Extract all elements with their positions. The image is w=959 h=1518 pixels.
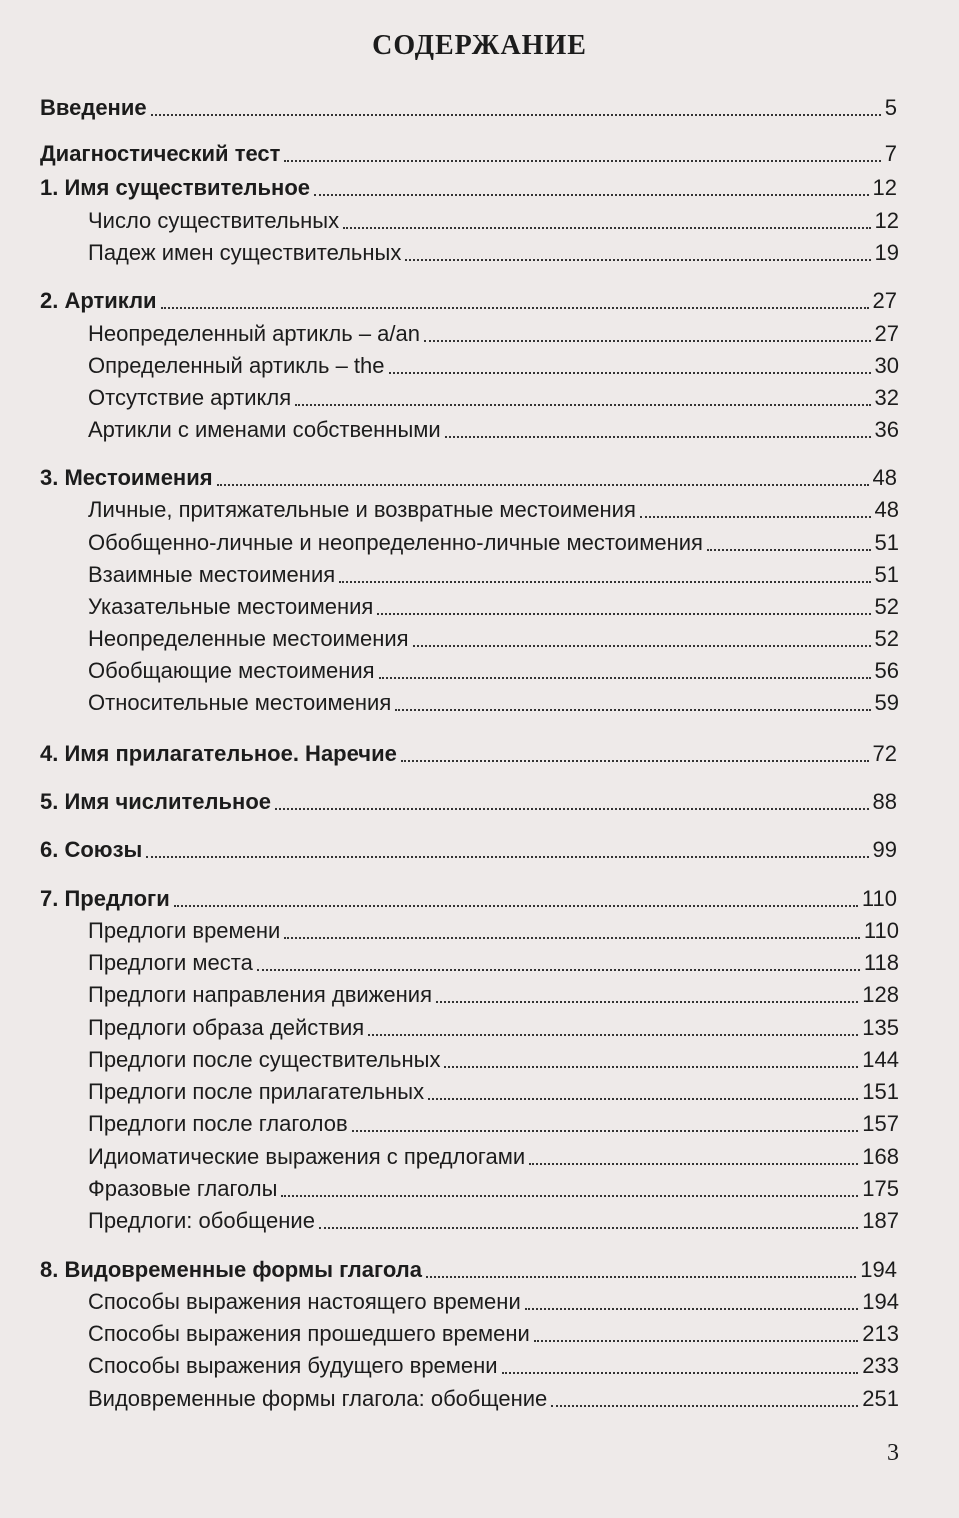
dot-leader	[319, 1227, 858, 1229]
toc-entry-page: 59	[874, 690, 899, 715]
toc-entry-page: 175	[862, 1176, 899, 1201]
dot-leader	[161, 307, 869, 309]
toc-entry-label: Определенный артикль – the	[88, 353, 385, 378]
toc-entry-label: 4. Имя прилагательное. Наречие	[40, 741, 397, 766]
toc-entry-page: 36	[874, 417, 899, 442]
toc-entry	[88, 320, 899, 348]
dot-leader	[377, 613, 870, 615]
toc-entry-label: Предлоги после существительных	[88, 1047, 441, 1072]
toc-entry	[88, 1288, 899, 1316]
dot-leader	[257, 969, 860, 971]
toc-entry-label: Обобщенно-личные и неопределенно-личные местоимения	[88, 530, 703, 555]
toc-entry-page: 110	[863, 918, 899, 943]
toc-entry-label: Взаимные местоимения	[88, 562, 336, 587]
toc-entry	[88, 1385, 899, 1413]
toc-entry-label: Предлоги направления движения	[88, 982, 432, 1007]
toc-entry-label: 7. Предлоги	[40, 886, 170, 911]
toc-entry	[40, 140, 897, 168]
toc-entry	[88, 949, 899, 977]
toc-entry-page: 12	[874, 208, 899, 233]
toc-entry	[40, 174, 897, 202]
toc-entry-label: 2. Артикли	[40, 288, 157, 313]
dot-leader	[640, 516, 871, 518]
toc-entry	[40, 836, 897, 864]
toc-entry-label: Предлоги после прилагательных	[88, 1079, 425, 1104]
dot-leader	[174, 905, 858, 907]
toc-entry-page: 48	[874, 497, 899, 522]
toc-entry-label: Предлоги места	[88, 950, 253, 975]
toc-entry	[40, 287, 897, 315]
toc-entry-page: 110	[861, 886, 897, 911]
toc-entry-page: 99	[872, 837, 897, 862]
dot-leader	[352, 1130, 859, 1132]
toc-entry-page: 19	[874, 240, 899, 265]
toc-entry-page: 72	[872, 741, 897, 766]
toc-entry-page: 52	[874, 594, 899, 619]
toc-entry-page: 251	[862, 1386, 899, 1411]
toc-entry	[88, 593, 899, 621]
toc-entry-page: 7	[884, 141, 897, 166]
toc-entry	[88, 689, 899, 717]
toc-entry-page: 27	[872, 288, 897, 313]
toc-entry-label: Отсутствие артикля	[88, 385, 292, 410]
dot-leader	[529, 1163, 858, 1165]
toc-entry	[88, 1207, 899, 1235]
toc-entry	[88, 384, 899, 412]
dot-leader	[275, 808, 869, 810]
toc-entry	[88, 496, 899, 524]
dot-leader	[428, 1098, 858, 1100]
toc-entry-label: 3. Местоимения	[40, 465, 213, 490]
toc-entry-label: 8. Видовременные формы глагола	[40, 1257, 422, 1282]
toc-entry	[40, 464, 897, 492]
toc-entry-page: 12	[872, 175, 897, 200]
toc-entry-page: 187	[862, 1208, 899, 1233]
dot-leader	[389, 372, 871, 374]
dot-leader	[284, 937, 860, 939]
toc-entry	[88, 1143, 899, 1171]
toc-entry-page: 48	[872, 465, 897, 490]
toc-entry-page: 168	[862, 1144, 899, 1169]
dot-leader	[444, 1066, 858, 1068]
dot-leader	[525, 1308, 859, 1310]
toc-entry	[88, 416, 899, 444]
toc-entry-label: Способы выражения прошедшего времени	[88, 1321, 530, 1346]
toc-entry	[88, 207, 899, 235]
dot-leader	[401, 760, 869, 762]
toc-entry-label: Видовременные формы глагола: обобщение	[88, 1386, 548, 1411]
toc-entry	[88, 1352, 899, 1380]
toc-entry	[88, 625, 899, 653]
page-number: 3	[887, 1440, 899, 1466]
toc-entry-page: 30	[874, 353, 899, 378]
toc-entry-label: Введение	[40, 95, 147, 120]
toc-entry-page: 135	[862, 1015, 899, 1040]
toc-entry-page: 51	[874, 530, 899, 555]
toc-entry-label: Идиоматические выражения с предлогами	[88, 1144, 526, 1169]
toc-entry	[88, 1110, 899, 1138]
toc-entry-label: Неопределенные местоимения	[88, 626, 409, 651]
dot-leader	[436, 1001, 858, 1003]
toc-entry-label: Способы выражения настоящего времени	[88, 1289, 521, 1314]
toc-entry	[88, 1014, 899, 1042]
dot-leader	[426, 1276, 856, 1278]
toc-entry-label: Фразовые глаголы	[88, 1176, 278, 1201]
toc-entry-label: Предлоги: обобщение	[88, 1208, 315, 1233]
toc-entry-page: 88	[872, 789, 897, 814]
toc-entry-page: 32	[874, 385, 899, 410]
toc-entry-label: Личные, притяжательные и возвратные местоимения	[88, 497, 636, 522]
toc-entry	[88, 352, 899, 380]
toc-entry-label: 6. Союзы	[40, 837, 143, 862]
page-title: СОДЕРЖАНИЕ	[372, 30, 587, 61]
dot-leader	[502, 1372, 859, 1374]
toc-entry	[88, 657, 899, 685]
toc-entry-label: Обобщающие местоимения	[88, 658, 375, 683]
toc-entry	[88, 1078, 899, 1106]
dot-leader	[445, 436, 871, 438]
toc-entry-page: 233	[862, 1353, 899, 1378]
dot-leader	[405, 259, 870, 261]
toc-entry	[40, 788, 897, 816]
toc-entry-label: Указательные местоимения	[88, 594, 374, 619]
dot-leader	[534, 1340, 858, 1342]
dot-leader	[281, 1195, 858, 1197]
toc-entry-page: 151	[862, 1079, 899, 1104]
dot-leader	[339, 581, 870, 583]
toc-entry-label: Артикли с именами собственными	[88, 417, 441, 442]
dot-leader	[379, 677, 871, 679]
toc-entry	[40, 1256, 897, 1284]
toc-entry-page: 51	[874, 562, 899, 587]
toc-entry-page: 157	[862, 1111, 899, 1136]
toc-entry	[40, 94, 897, 122]
toc-entry	[88, 981, 899, 1009]
dot-leader	[343, 227, 870, 229]
toc-entry-label: Предлоги после глаголов	[88, 1111, 348, 1136]
toc-entry-label: Число существительных	[88, 208, 340, 233]
toc-entry	[88, 529, 899, 557]
toc-entry	[88, 1320, 899, 1348]
toc-entry-label: Неопределенный артикль – a/an	[88, 321, 420, 346]
toc-entry	[88, 239, 899, 267]
toc-entry-label: Способы выражения будущего времени	[88, 1353, 498, 1378]
toc-entry-page: 213	[862, 1321, 899, 1346]
dot-leader	[314, 194, 869, 196]
toc-entry-label: 1. Имя существительное	[40, 175, 311, 200]
dot-leader	[395, 709, 870, 711]
dot-leader	[424, 340, 871, 342]
toc-entry-label: Диагностический тест	[40, 141, 281, 166]
dot-leader	[151, 114, 881, 116]
toc-entry-page: 194	[862, 1289, 899, 1314]
toc-entry	[88, 1046, 899, 1074]
toc-entry-page: 52	[874, 626, 899, 651]
toc-entry-label: Предлоги времени	[88, 918, 281, 943]
toc-entry	[88, 917, 899, 945]
dot-leader	[146, 856, 868, 858]
toc-entry-label: Предлоги образа действия	[88, 1015, 365, 1040]
dot-leader	[413, 645, 871, 647]
toc-entry-page: 5	[884, 95, 897, 120]
toc-entry	[40, 740, 897, 768]
dot-leader	[295, 404, 870, 406]
toc-entry	[88, 1175, 899, 1203]
dot-leader	[707, 549, 871, 551]
toc-entry-label: Относительные местоимения	[88, 690, 392, 715]
dot-leader	[551, 1405, 858, 1407]
toc-entry-page: 118	[863, 950, 899, 975]
dot-leader	[368, 1034, 858, 1036]
toc-entry	[88, 561, 899, 589]
dot-leader	[284, 160, 880, 162]
toc-entry-page: 144	[862, 1047, 899, 1072]
toc-entry-page: 128	[862, 982, 899, 1007]
toc-entry-page: 194	[860, 1257, 897, 1282]
toc-entry-label: Падеж имен существительных	[88, 240, 402, 265]
toc-entry	[40, 885, 897, 913]
toc-entry-page: 27	[874, 321, 899, 346]
dot-leader	[217, 484, 869, 486]
toc-entry-page: 56	[874, 658, 899, 683]
toc-entry-label: 5. Имя числительное	[40, 789, 271, 814]
